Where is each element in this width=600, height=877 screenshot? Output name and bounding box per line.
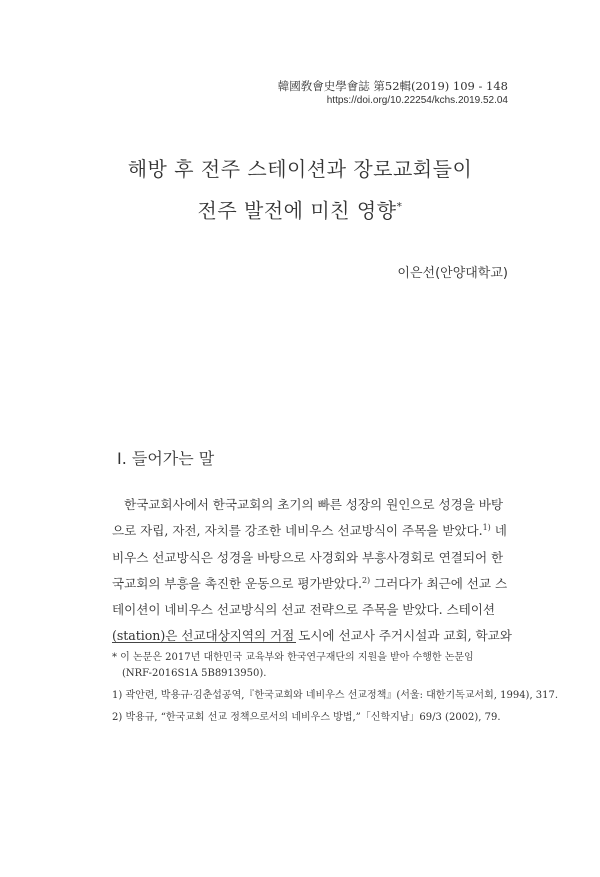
body-line bbox=[112, 571, 508, 597]
body-line-text: 네 bbox=[494, 523, 507, 539]
article-title bbox=[0, 150, 600, 230]
title-footnote-mark[interactable]: * bbox=[396, 200, 403, 213]
journal-citation: 韓國敎會史學會誌 第52輯(2019) 109 - 148 bbox=[277, 79, 508, 93]
title-line-2-text: 전주 발전에 미친 영향 bbox=[197, 198, 397, 223]
section-heading: I. 들어가는 말 bbox=[117, 449, 215, 468]
title-line-1: 해방 후 전주 스테이션과 장로교회들이 bbox=[127, 157, 473, 181]
body-line-text: 국교회의 부흥을 촉진한 운동으로 평가받았다. bbox=[112, 575, 362, 591]
journal-header bbox=[278, 79, 508, 108]
footnote-2: 2) 박용규, “한국교회 선교 정책으로서의 네비우스 방법,”「신학지남」69/3 (2002), 79. bbox=[112, 712, 501, 723]
body-paragraph bbox=[112, 492, 512, 650]
title-line-2 bbox=[0, 188, 600, 230]
footnote-ref-2[interactable]: 2) bbox=[361, 575, 371, 585]
body-line: (station)은 선교대상지역의 거점 도시에 선교사 주거시설과 교회, 학교와 bbox=[112, 628, 512, 644]
body-line: 테이션이 네비우스 선교방식의 선교 전략으로 주목을 받았다. 스테이션 bbox=[112, 602, 495, 618]
body-line: 비우스 선교방식은 성경을 바탕으로 사경회와 부흥사경회로 연결되어 한 bbox=[112, 549, 504, 565]
body-line-text: 그러다가 최근에 선교 스 bbox=[374, 575, 508, 591]
author-affiliation: 이은선(안양대학교) bbox=[397, 266, 508, 281]
footnotes bbox=[112, 650, 559, 726]
footnote-ref-1[interactable]: 1) bbox=[482, 523, 491, 533]
body-line-text: 으로 자립, 자전, 자치를 강조한 네비우스 선교방식이 주목을 받았다. bbox=[112, 523, 483, 539]
body-line: 한국교회사에서 한국교회의 초기의 빠른 성장의 원인으로 성경을 바탕 bbox=[124, 497, 504, 512]
footnote-star: * 이 논문은 2017년 대한민국 교육부와 한국연구재단의 지원을 받아 수행한 논문임 bbox=[112, 652, 474, 663]
doi-link[interactable]: https://doi.org/10.22254/kchs.2019.52.04 bbox=[326, 95, 508, 106]
footnote-star-continuation: (NRF-2016S1A 5B8913950). bbox=[122, 668, 267, 679]
footnote-divider bbox=[112, 642, 296, 643]
footnote-1: 1) 곽안련, 박용규·김춘섭공역,『한국교회와 네비우스 선교정책』(서울: 대한기독교서회, 1994), 317. bbox=[112, 690, 559, 701]
body-line bbox=[112, 518, 507, 544]
